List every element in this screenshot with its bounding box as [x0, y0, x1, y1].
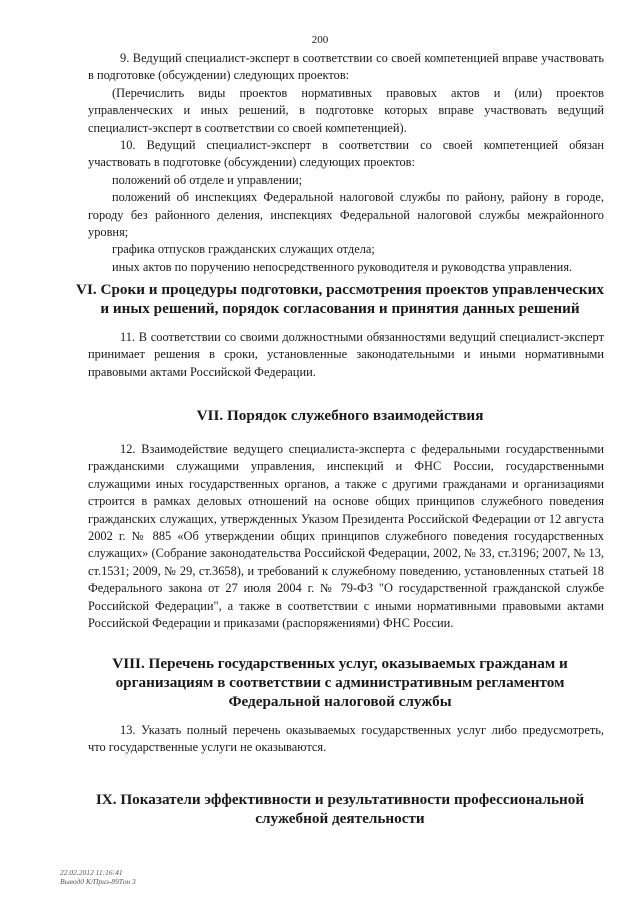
section-6-content: [88, 329, 604, 381]
paragraph-9: 9. Ведущий специалист-эксперт в соответствии со своей компетенцией вправе участвовать в подготовке (обсуждении) следующих проектов:: [88, 51, 604, 83]
footer-stamp: [60, 868, 136, 886]
list-item: иных актов по поручению непосредственного руководителя и руководства управления.: [112, 259, 573, 274]
paragraph-9-note: (Перечислить виды проектов нормативных правовых актов и (или) проектов управленческих и иных решений, в подготовке которых вправе участвовать ведущий специалист-эксперт в соответствии со своей компетенцией).: [88, 85, 604, 135]
list-item: графика отпусков гражданских служащих отдела;: [112, 242, 375, 257]
section-8-content: [88, 722, 604, 757]
section-top-content: [88, 50, 604, 276]
footer-line: 22.02.2012 11:16:41: [60, 868, 123, 877]
list-item: положений об инспекциях Федеральной налоговой службы по району, району в городе, городу без районного деления, инспекциях Федеральной налоговой службы межрайонного уровня;: [88, 190, 604, 240]
section-7-content: [88, 441, 604, 632]
paragraph-12: 12. Взаимодействие ведущего специалиста-эксперта с федеральными государственными гражданскими служащими управления, инспекций и ФНС России, государственными служащими иных государственных органов, а также с другими гражданами и организациями строится в рамках деловых отношений на основе общих принципов служебного поведения гражданских служащих, утвержденных Указом Президента Российской Федерации от 12 августа 2002 г. № 885 «Об утверждении общих принципов служебного поведения государственных служащих» (Собрание законодательства Российской Федерации, 2002, № 33, ст.3196; 2007, № 13, ст.1531; 2009, № 29, ст.3658), и требований к служебному поведению, установленных статьей 18 Федерального закона от 27 июля 2004 г. № 79-ФЗ "О государственной гражданской службе Российской Федерации", а также в соответствии с иными нормативными правовыми актами Российской Федерации и приказами (распоряжениями) ФНС России.: [88, 442, 604, 631]
section-6-heading: VI. Сроки и процедуры подготовки, рассмотрения проектов управленческих и иных решений, порядок согласования и принятия данных решений: [76, 281, 604, 317]
section-8-heading: VIII. Перечень государственных услуг, оказываемых гражданам и организациям в соответствии с административным регламентом Федеральной налоговой службы: [112, 655, 568, 710]
paragraph-11: 11. В соответствии со своими должностными обязанностями ведущий специалист-эксперт принимает решения в сроки, установленные законодательными и иными нормативными правовыми актами Российской Федерации.: [88, 330, 604, 379]
footer-line: Вывод0 К/Приз-89Тон 3: [60, 877, 136, 886]
page-number: 200: [311, 34, 329, 46]
paragraph-13: 13. Указать полный перечень оказываемых государственных услуг либо предусмотреть, что государственные услуги не оказываются.: [88, 723, 604, 755]
section-9-heading: IX. Показатели эффективности и результативности профессиональной служебной деятельности: [95, 791, 585, 827]
list-item: положений об отделе и управлении;: [112, 172, 303, 187]
paragraph-10: 10. Ведущий специалист-эксперт в соответствии со своей компетенцией обязан участвовать в подготовке (обсуждении) следующих проектов:: [88, 138, 604, 170]
section-7-heading: VII. Порядок служебного взаимодействия: [196, 407, 484, 424]
